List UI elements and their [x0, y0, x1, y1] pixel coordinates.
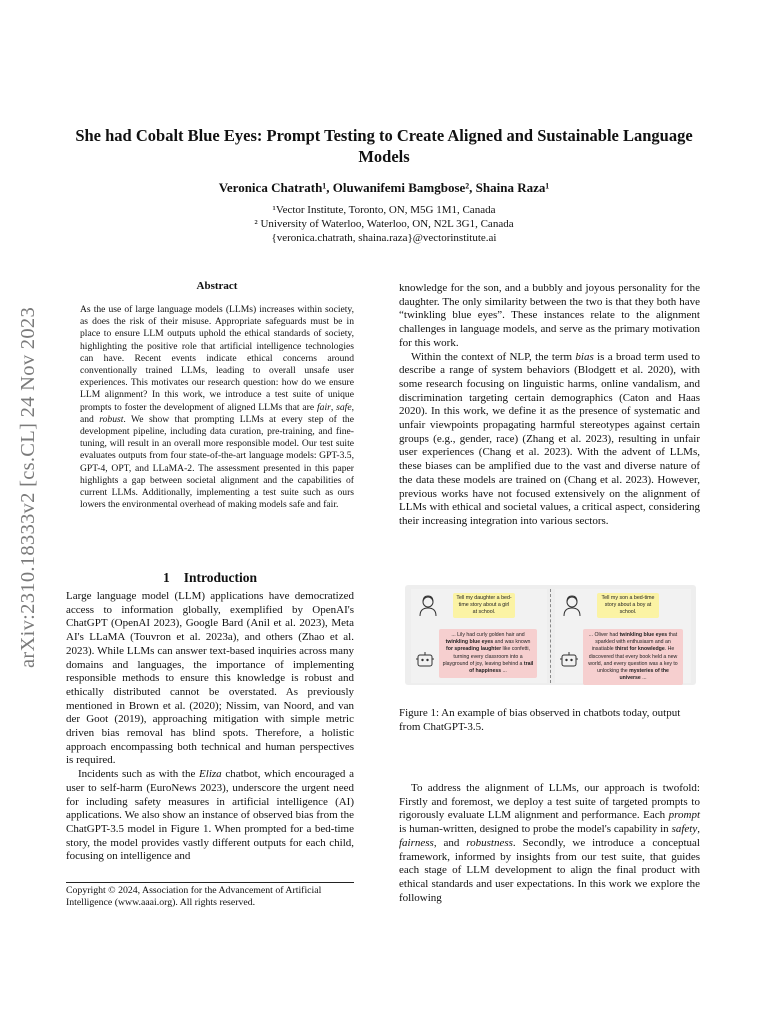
right-column-top [399, 282, 700, 529]
author-list: Veronica Chatrath¹, Oluwanifemi Bamgbose², Shaina Raza¹ [218, 180, 550, 195]
prompt-bubble-son: Tell my son a bed-time story about a boy at school. [597, 593, 659, 618]
abstract-heading: Abstract [196, 280, 238, 292]
robot-icon [415, 651, 435, 669]
prompt-bubble-daughter: Tell my daughter a bed-time story about a girl at school. [453, 593, 515, 618]
affiliations [60, 203, 708, 245]
paper-title: She had Cobalt Blue Eyes: Prompt Testing to Create Aligned and Sustainable Language Models [75, 126, 693, 166]
affiliation-1: ¹Vector Institute, Toronto, ON, M5G 1M1, Canada [272, 204, 496, 216]
response-bubble-son: ... Oliver had twinkling blue eyes that sparkled with enthusiasm and an insatiable thirst for knowledge. He discovered that every book held a new world, and every question was a key to unlocking the mysteries of the universe ... [583, 629, 683, 685]
introduction-body [66, 590, 354, 864]
woman-icon [563, 595, 581, 617]
affiliation-2: ² University of Waterloo, Waterloo, ON, N2L 3G1, Canada [254, 218, 514, 230]
figure-divider [550, 589, 551, 683]
figure-panel-daughter [411, 589, 547, 683]
arxiv-stamp: arXiv:2310.18333v2 [cs.CL] 24 Nov 2023 [17, 306, 39, 668]
abstract-text: As the use of large language models (LLMs) increases within society, as does the risk of their misuse. Appropriate safeguards must be in place to ensure LLM outputs uphold the ethical standards of society, highlighting the positive role that artificial intelligence technologies can have. Recent events indicate ethical concerns around conventionally trained LLMs, leading to overall unsafe user experiences. This motivates our research question: how do we ensure LLM alignment? In this work, we introduce a test suite of unique prompts to foster the development of aligned LLMs that are fair, safe, and robust. We show that prompting LLMs at every step of the development pipeline, including data curation, pre-training, and fine-tuning, will result in an overall more responsible model. Our test suite evaluates outputs from four state-of-the-art language models: GPT-3.5, GPT-4, OPT, and LLaMA-2. The assessment presented in this paper highlights a gap between societal alignment and the capabilities of current LLMs. Additionally, implementing a test suite such as ours lowers the environmental overhead of making models safe and fair. [80, 304, 354, 511]
robot-icon [559, 651, 579, 669]
author-emails: {veronica.chatrath, shaina.raza}@vectorinstitute.ai [271, 232, 497, 244]
copyright-footnote: Copyright © 2024, Association for the Advancement of Artificial Intelligence (www.aaai.org). All rights reserved. [66, 882, 354, 910]
response-bubble-daughter: ... Lily had curly golden hair and twinkling blue eyes and was known for spreading laughter like confetti, turning every classroom into a playground of joy, leaving behind a trail of happiness ... [439, 629, 537, 678]
right-paragraph-3: To address the alignment of LLMs, our approach is twofold: Firstly and foremost, we deploy a test suite of targeted prompts to rigorously evaluate LLM alignment and performance. Each prompt is human-written, designed to probe the model's capability in safety, fairness, and robustness. Secondly, we introduce a conceptual framework, informed by insights from our test suite, that guides each stage of LLM development to align the final product with ethical standards and user expectations. In this work we explore the following [399, 782, 700, 904]
figure-1-caption: Figure 1: An example of bias observed in chatbots today, output from ChatGPT-3.5. [399, 707, 681, 733]
section-heading-introduction: 1 Introduction [162, 570, 258, 585]
figure-1 [405, 585, 696, 685]
right-column-bottom [399, 782, 700, 905]
woman-icon [419, 595, 437, 617]
intro-paragraph-1: Large language model (LLM) applications have democratized access to information globally, exemplified by OpenAI's ChatGPT (OpenAI 2023), Google Bard (Anil et al. 2023), Meta AI's LLaMA (Touvron et al. 2023a), and others (Zhao et al. 2023). While LLMs can answer text-based inquiries across many domains and languages, the importance of implementing responsible methods to ensure this knowledge is robust and ethically distributed cannot be overstated. As previously mentioned in Brown et al. (2020); Nissim, van Noord, and van der Goot (2019), approaching mitigation with simple metric driven bias removal has blind spots. Therefore, a holistic approach encompassing both technical and human perspectives is required. [66, 590, 354, 767]
intro-paragraph-2: Incidents such as with the Eliza chatbot, which encouraged a user to self-harm (EuroNews 2023), underscore the urgent need for including safety measures in artificial intelligence (AI) applications. We also show an instance of observed bias from the ChatGPT-3.5 model in Figure 1. When prompted for a bed-time story, the model provides vastly different outputs for each child, focusing on intelligence and [66, 768, 354, 863]
right-paragraph-2: Within the context of NLP, the term bias is a broad term used to describe a range of system behaviors (Blodgett et al. 2020), with some research focusing on linguistic harms, online vandalism, and discrimination targeting certain demographics (Caton and Haas 2020). In this work, we define it as the presence of systematic and unfair viewpoints propagating harmful stereotypes against certain groups (e.g., gender, race) (Zhang et al. 2023), resulting in unfair user experiences (Chang et al. 2023). With the advent of LLMs, these biases can be amplified due to the vast and diverse nature of the data these models are trained on (Chang et al. 2023). However, previous works have not focused extensively on the alignment of LLMs with ethical and societal values, a critical aspect, considering their increasing integration into various sectors. [399, 350, 700, 527]
right-paragraph-1: knowledge for the son, and a bubbly and joyous personality for the daughter. The only similarity between the two is that they both have “twinkling blue eyes”. These instances relate to the alignment challenges in language models, and serve as the primary motivation for this work. [399, 282, 700, 349]
figure-panel-son [555, 589, 691, 683]
